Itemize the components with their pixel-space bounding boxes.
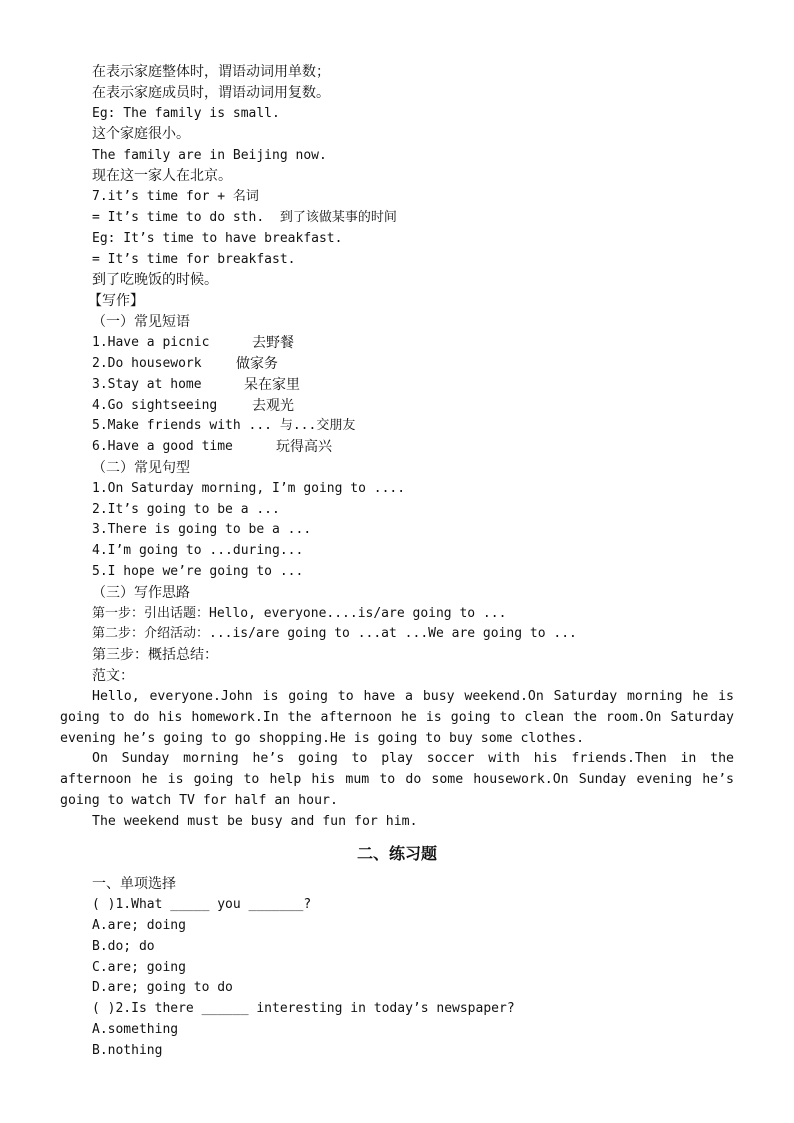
note-line: 7.it’s time for + 名词 [92, 189, 259, 204]
answer-option: B.do; do [92, 939, 155, 954]
writing-step: 第二步：介绍活动：...is/are going to ...at ...We are going to ... [92, 626, 577, 641]
writing-title: 【写作】 [88, 293, 144, 309]
note-line: = It’s time for breakfast. [92, 252, 296, 267]
section-title: 一、单项选择 [92, 876, 176, 892]
note-line: 在表示家庭整体时，谓语动词用单数； [92, 64, 330, 80]
answer-option: B.nothing [92, 1043, 163, 1058]
sentence-pattern: 4.I’m going to ...during... [92, 543, 304, 558]
phrase-cn: 做家务 [236, 356, 278, 372]
phrase-cn: 去野餐 [252, 335, 294, 351]
note-line: Eg: It’s time to have breakfast. [92, 231, 343, 246]
sentence-pattern: 1.On Saturday morning, I’m going to .... [92, 481, 406, 496]
sample-label: 范文： [92, 668, 134, 684]
section-title: （二）常见句型 [92, 460, 190, 476]
answer-option: C.are; going [92, 960, 186, 975]
question: ( )2.Is there ______ interesting in today’s newspaper? [92, 1001, 515, 1016]
phrase-en: 6.Have a good time [92, 439, 233, 454]
section-title: （一）常见短语 [92, 314, 190, 330]
writing-step: 第三步：概括总结： [92, 647, 218, 663]
phrase-en: 2.Do housework [92, 356, 202, 371]
sample-paragraph: Hello, everyone.John is going to have a busy weekend.On Saturday morning he is going to do his homework.In the afternoon he is going to clean the room.On Saturday evening he’s going to go shopping.He is going to buy some clothes. [60, 689, 734, 746]
answer-option: A.are; doing [92, 918, 186, 933]
writing-step: 第一步：引出话题：Hello, everyone....is/are going to ... [92, 606, 507, 621]
note-line: 到了吃晚饭的时候。 [92, 272, 218, 288]
phrase-en: 3.Stay at home [92, 377, 202, 392]
phrase-en: 1.Have a picnic [92, 335, 210, 350]
note-line: Eg: The family is small. [92, 106, 280, 121]
phrase-cn: 呆在家里 [244, 377, 300, 393]
note-line: 在表示家庭成员时，谓语动词用复数。 [92, 85, 330, 101]
note-line: 现在这一家人在北京。 [92, 168, 232, 184]
answer-option: A.something [92, 1022, 179, 1037]
section-title: （三）写作思路 [92, 585, 190, 601]
phrase-cn: 玩得高兴 [276, 439, 332, 455]
answer-option: D.are; going to do [92, 980, 233, 995]
sentence-pattern: 3.There is going to be a ... [92, 522, 312, 537]
note-line: 这个家庭很小。 [92, 126, 190, 142]
question: ( )1.What _____ you _______? [92, 897, 312, 912]
phrase-en: 5.Make friends with ... 与...交朋友 [92, 418, 356, 433]
note-line: = It’s time to do sth. 到了该做某事的时间 [92, 210, 397, 225]
note-line: The family are in Beijing now. [92, 148, 327, 163]
sample-paragraph: The weekend must be busy and fun for him. [92, 814, 418, 829]
sample-paragraph: On Sunday morning he’s going to play soccer with his friends.Then in the afternoon he is going to help his mum to do some housework.On Sunday evening he’s going to watch TV for half an hour. [60, 751, 734, 808]
sentence-pattern: 2.It’s going to be a ... [92, 502, 280, 517]
phrase-cn: 去观光 [252, 398, 294, 414]
exercises-heading: 二、练习题 [356, 844, 437, 863]
phrase-en: 4.Go sightseeing [92, 398, 218, 413]
sentence-pattern: 5.I hope we’re going to ... [92, 564, 304, 579]
